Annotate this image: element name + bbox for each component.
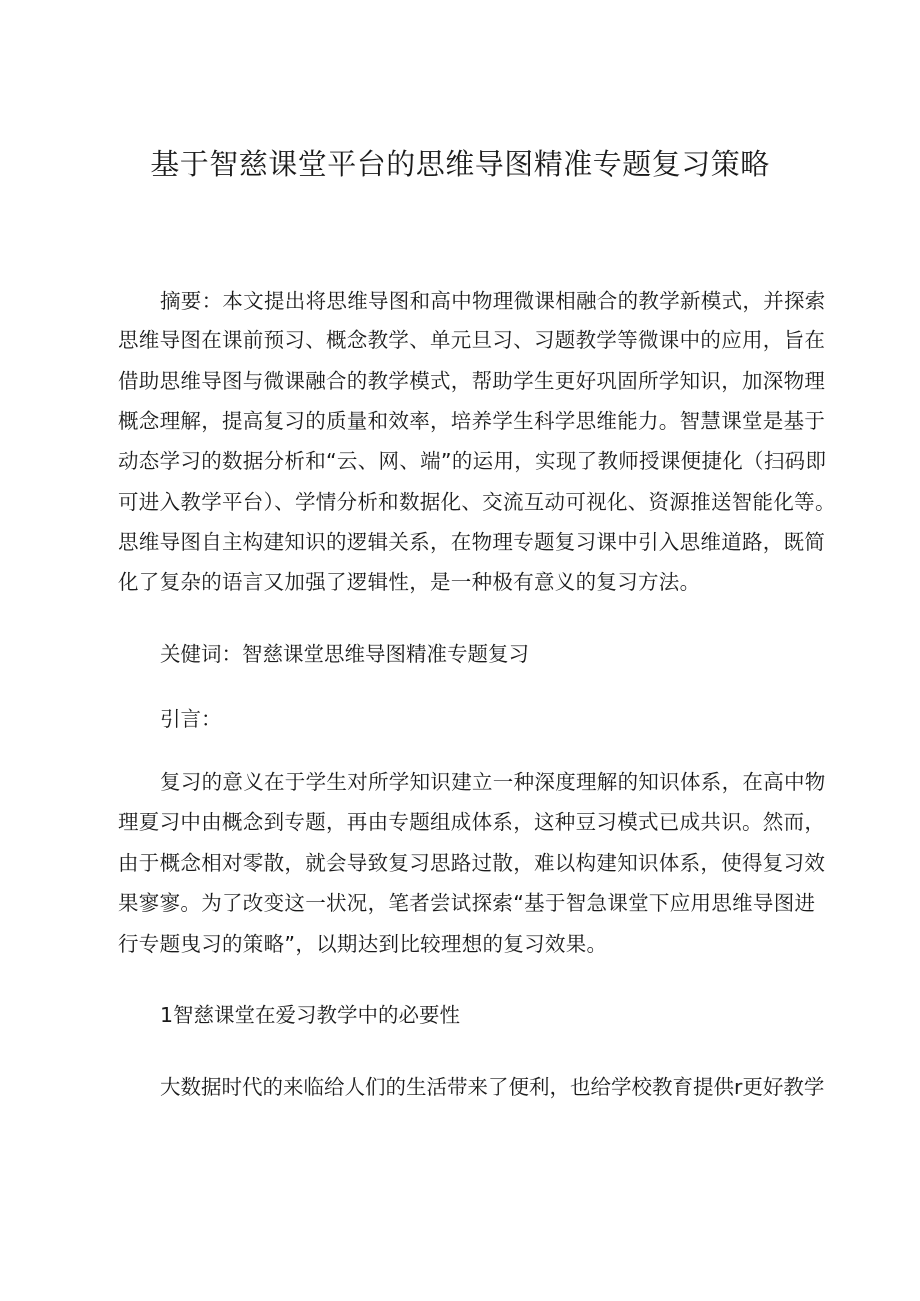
document-title: 基于智慈课堂平台的思维导图精准专题复习策略 <box>150 147 770 181</box>
intro-line: 果寥寥。为了改变这一状况，笔者尝试探索“基于智急课堂下应用思维导图进 <box>118 891 816 915</box>
intro-line: 行专题曳习的策略”，以期达到比较理想的复习效果。 <box>118 932 608 956</box>
abstract-line: 可进入教学平台）、学情分析和数据化、交流互动可视化、资源推送智能化等。 <box>118 490 836 514</box>
intro-heading: 引言： <box>160 707 222 731</box>
abstract-line: 化了复杂的语言又加强了逻辑性，是一种极有意义的复习方法。 <box>118 570 701 594</box>
intro-line: 复习的意义在于学生对所学知识建立一种深度理解的知识体系，在高中物 <box>160 770 826 794</box>
abstract-line: 思维导图自主构建知识的逻辑关系，在物理专题复习课中引入思维道路，既简 <box>118 530 826 554</box>
abstract-line: 动态学习的数据分析和“云、网、端”的运用，实现了教师授课便捷化（扫码即 <box>118 449 827 473</box>
abstract-line: 摘要：本文提出将思维导图和高中物理微课相融合的教学新模式，并探索 <box>160 289 826 313</box>
intro-line: 由于概念相对零散，就会导致复习思路过散，难以构建知识体系，使得复习效 <box>118 851 826 875</box>
keywords-line: 关健词：智慈课堂思维导图精准专题复习 <box>160 642 529 666</box>
section1-line: 大数据时代的来临给人们的生活带来了便利，也给学校教育提供r更好教学 <box>160 1075 825 1099</box>
abstract-line: 概念理解，提高复习的质量和效率，培养学生科学思维能力。智慧课堂是基于 <box>118 409 826 433</box>
abstract-line: 借助思维导图与微课融合的教学模式，帮助学生更好巩固所学知识，加深物理 <box>118 369 826 393</box>
abstract-line: 思维导图在课前预习、概念教学、单元旦习、习题教学等微课中的应用，旨在 <box>118 328 826 352</box>
intro-line: 理夏习中由概念到专题，再由专题组成体系，这种豆习模式已成共识。然而， <box>118 810 826 834</box>
section1-heading: 1智慈课堂在爱习教学中的必要性 <box>160 1003 461 1027</box>
